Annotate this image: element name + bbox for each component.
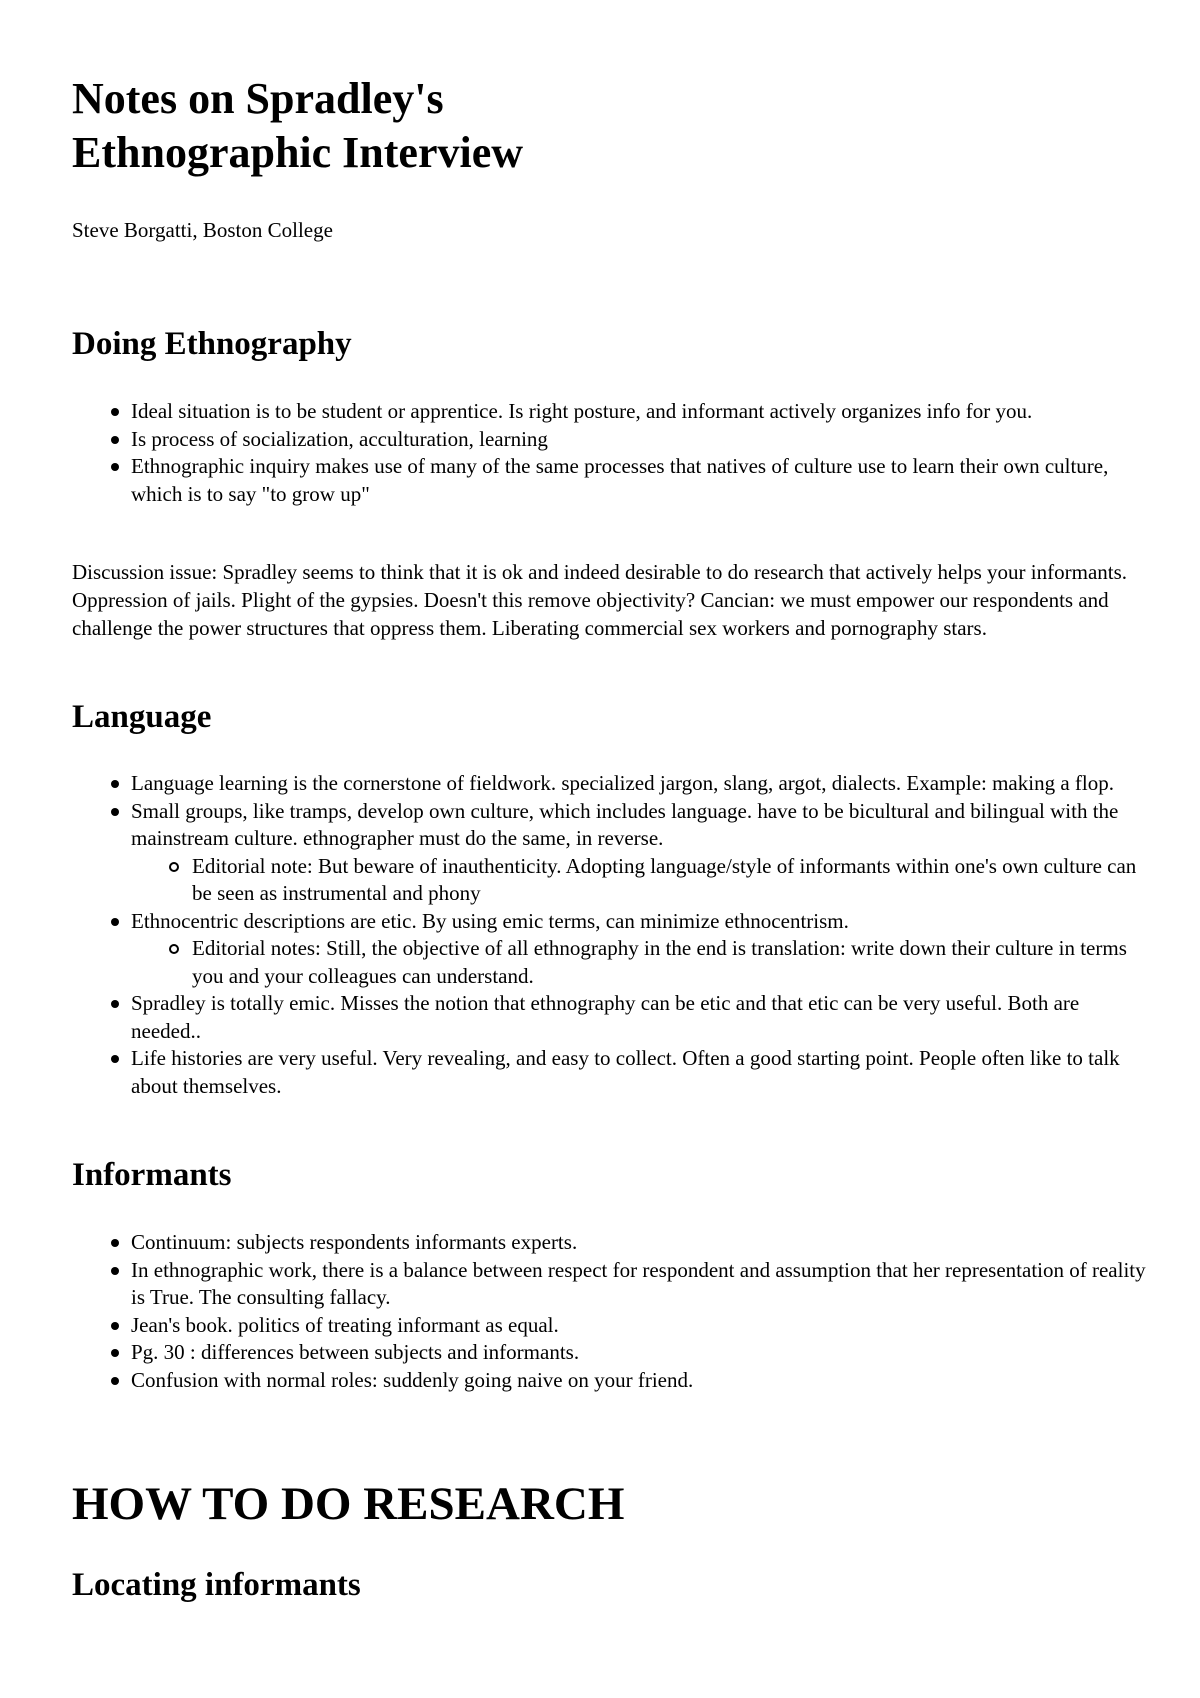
discussion-paragraph: Discussion issue: Spradley seems to think that it is ok and indeed desirable to do research that actively helps your informants. Oppression of jails. Plight of the gypsies. Doesn't this remove objectivity? Cancian: we must empower our respondents and challenge the power structures that oppress them. Liberating commercial sex workers and pornography stars. [72, 560, 1128, 640]
bullet-icon [111, 1322, 119, 1330]
list-item: Ethnographic inquiry makes use of many of the same processes that natives of culture use to learn their own culture, which is to say "to grow up" [131, 453, 1152, 508]
sub-list-item: Editorial note: But beware of inauthenticity. Adopting language/style of informants within one's own culture can be seen as instrumental and phony [192, 853, 1152, 908]
list-item: Spradley is totally emic. Misses the notion that ethnography can be etic and that etic can be very useful. Both are needed.. [131, 990, 1152, 1045]
list-item: Small groups, like tramps, develop own culture, which includes language. have to be bicultural and bilingual with the mainstream culture. ethnographer must do the same, in reverse. Editorial note: But beware of inauthenticity. Adopting language/style of informants within one's own culture can be seen as instrumental and phony [131, 798, 1152, 908]
bullet-icon [111, 1349, 119, 1357]
list-item: Confusion with normal roles: suddenly going naive on your friend. [131, 1367, 1152, 1395]
author-line: Steve Borgatti, Boston College [72, 218, 333, 242]
bullet-icon [111, 1377, 119, 1385]
bullet-icon [111, 1055, 119, 1063]
list-item: Is process of socialization, acculturation, learning [131, 426, 1152, 454]
list-item: Language learning is the cornerstone of fieldwork. specialized jargon, slang, argot, dialects. Example: making a flop. [131, 770, 1152, 798]
bullet-icon [111, 463, 119, 471]
list-language [72, 770, 1152, 1100]
list-item: Life histories are very useful. Very revealing, and easy to collect. Often a good starting point. People often like to talk about themselves. [131, 1045, 1152, 1100]
bullet-icon [111, 1239, 119, 1247]
list-item: Jean's book. politics of treating informant as equal. [131, 1312, 1152, 1340]
list-item: Ethnocentric descriptions are etic. By using emic terms, can minimize ethnocentrism. Editorial notes: Still, the objective of all ethnography in the end is translation: write down their culture in terms you and your colleagues can understand. [131, 908, 1152, 991]
circle-bullet-icon [169, 862, 179, 872]
bullet-icon [111, 408, 119, 416]
list-item: Continuum: subjects respondents informants experts. [131, 1229, 1152, 1257]
title-line-2: Ethnographic Interview [72, 128, 523, 177]
heading-locating-informants: Locating informants [72, 1567, 361, 1603]
list-item: Ideal situation is to be student or apprentice. Is right posture, and informant actively organizes info for you. [131, 398, 1152, 426]
bullet-icon [111, 436, 119, 444]
bullet-icon [111, 1267, 119, 1275]
list-informants [72, 1229, 1152, 1394]
bullet-icon [111, 1000, 119, 1008]
list-item: In ethnographic work, there is a balance between respect for respondent and assumption that her representation of reality is True. The consulting fallacy. [131, 1257, 1152, 1312]
document-title [72, 72, 972, 180]
heading-informants: Informants [72, 1157, 232, 1193]
circle-bullet-icon [169, 944, 179, 954]
sub-list [131, 935, 1152, 990]
list-doing-ethnography [72, 398, 1152, 508]
bullet-icon [111, 918, 119, 926]
heading-how-to-do-research: HOW TO DO RESEARCH [72, 1478, 625, 1530]
heading-doing-ethnography: Doing Ethnography [72, 326, 352, 362]
list-item: Pg. 30 : differences between subjects and informants. [131, 1339, 1152, 1367]
sub-list [131, 853, 1152, 908]
title-line-1: Notes on Spradley's [72, 74, 444, 123]
heading-language: Language [72, 699, 212, 735]
bullet-icon [111, 780, 119, 788]
bullet-icon [111, 808, 119, 816]
sub-list-item: Editorial notes: Still, the objective of all ethnography in the end is translation: write down their culture in terms you and your colleagues can understand. [192, 935, 1152, 990]
